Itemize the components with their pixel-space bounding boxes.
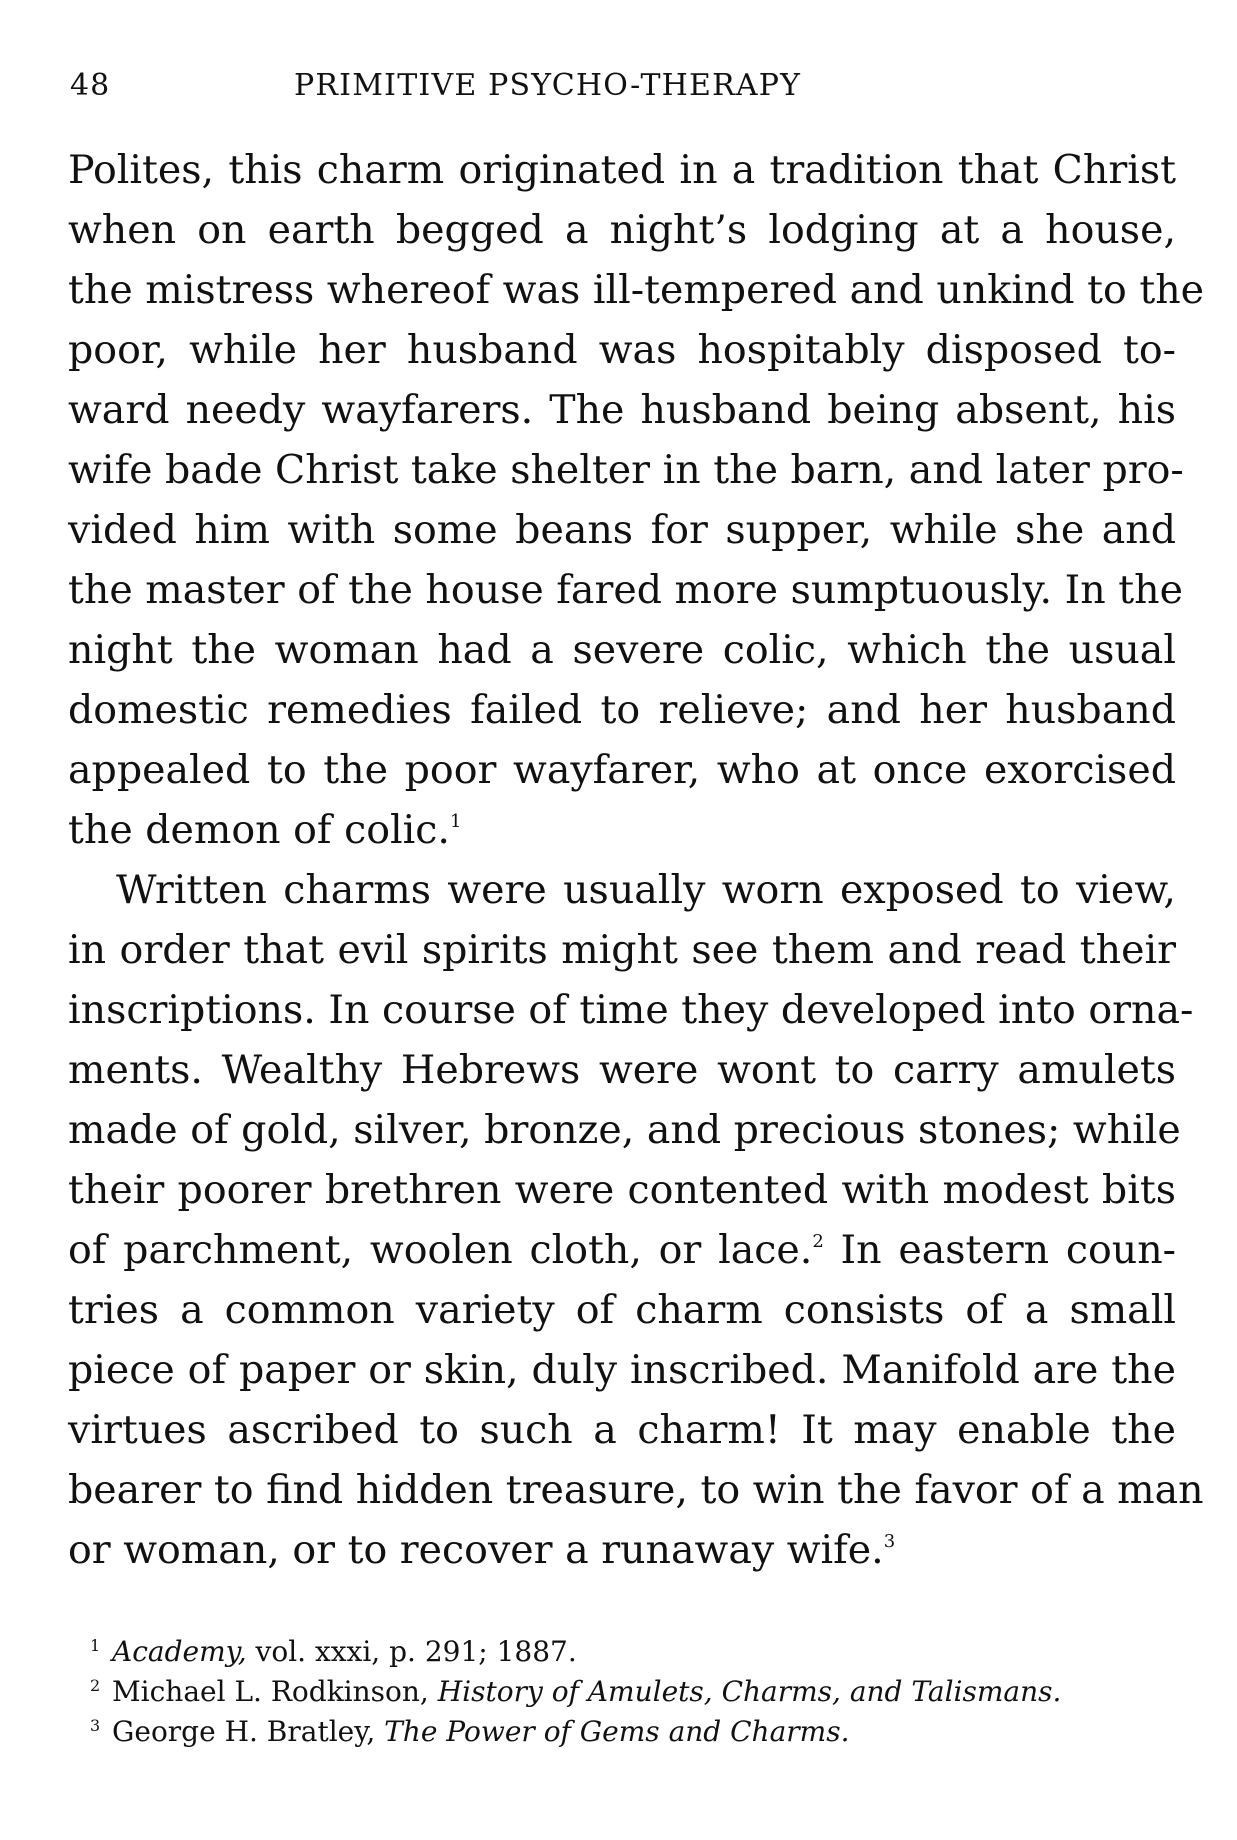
text-line: wife bade Christ take shelter in the barn, and later pro- [68, 447, 1184, 493]
text-line: virtues ascribed to such a charm! It may enable the [68, 1407, 1176, 1453]
text-line [68, 1520, 1176, 1580]
text-line: Polites, this charm originated in a tradition that Christ [68, 147, 1176, 193]
text-line: in order that evil spirits might see them and read their [68, 927, 1176, 973]
footnote-ref: 2 [812, 1231, 824, 1252]
footnote-1: 1 Academy, vol. xxxi, p. 291; 1887. [90, 1635, 577, 1668]
text-line: ments. Wealthy Hebrews were wont to carry amulets [68, 1047, 1176, 1093]
footnote-title: Academy, [112, 1635, 247, 1668]
text-line: night the woman had a severe colic, which the usual [68, 627, 1176, 673]
footnote-prefix: Michael L. Rodkinson, [112, 1675, 438, 1708]
footnote-2: 2 Michael L. Rodkinson, History of Amulets, Charms, and Talismans. [90, 1675, 1062, 1708]
text-line: piece of paper or skin, duly inscribed. Manifold are the [68, 1347, 1176, 1393]
footnote-3: 3 George H. Bratley, The Power of Gems and Charms. [90, 1715, 850, 1748]
text-line: ward needy wayfarers. The husband being absent, his [68, 387, 1176, 433]
footnote-ref: 1 [449, 811, 462, 832]
text-line: tries a common variety of charm consists of a small [68, 1287, 1176, 1333]
footnote-title: The Power of Gems and Charms. [384, 1715, 850, 1748]
text-segment: In eastern coun- [823, 1227, 1176, 1273]
footnote-prefix: George H. Bratley, [112, 1715, 385, 1748]
text-segment: or woman, or to recover a runaway wife. [68, 1527, 884, 1573]
text-line: made of gold, silver, bronze, and precious stones; while [68, 1107, 1181, 1153]
body-text [68, 140, 1205, 1580]
text-line: the master of the house fared more sumptuously. In the [68, 567, 1183, 613]
paragraph-1 [68, 140, 1205, 860]
text-line: their poorer brethren were contented with modest bits [68, 1167, 1176, 1213]
paragraph-2 [68, 860, 1204, 1580]
footnotes [90, 1632, 1180, 1752]
page-number: 48 [70, 68, 111, 103]
text-line: when on earth begged a night’s lodging at a house, [68, 207, 1176, 253]
text-line: Written charms were usually worn exposed to view, [116, 867, 1176, 913]
text-line: inscriptions. In course of time they developed into orna- [68, 987, 1194, 1033]
text-line [68, 800, 1176, 860]
text-segment: of parchment, woolen cloth, or lace. [68, 1227, 813, 1273]
text-line: domestic remedies failed to relieve; and her husband [68, 687, 1176, 733]
text-line [68, 1220, 1176, 1280]
text-line: the mistress whereof was ill-tempered and unkind to the [68, 267, 1205, 313]
text-line: vided him with some beans for supper, while she and [68, 507, 1176, 553]
footnote-rest: vol. xxxi, p. 291; 1887. [246, 1635, 577, 1668]
running-head: PRIMITIVE PSYCHO-THERAPY [294, 68, 802, 103]
text-line: poor, while her husband was hospitably disposed to- [68, 327, 1176, 373]
footnote-ref: 3 [883, 1531, 896, 1552]
text-line: bearer to find hidden treasure, to win the favor of a man [68, 1467, 1204, 1513]
footnote-title: History of Amulets, Charms, and Talismans. [437, 1675, 1062, 1708]
page-header [70, 68, 1180, 108]
text-line: appealed to the poor wayfarer, who at once exorcised [68, 747, 1176, 793]
text-segment: the demon of colic. [68, 807, 450, 853]
